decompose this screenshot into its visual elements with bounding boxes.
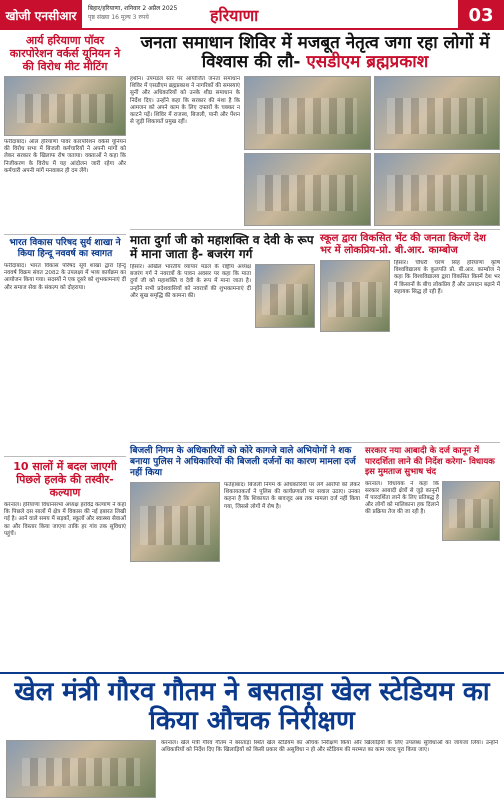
edition-info — [88, 4, 177, 22]
page-number: 03 — [458, 0, 504, 30]
story-headline: बिजली निगम के अधिकारियों को कोरे कागजे वाले अभियोगों ने शक बनाया पुलिस ने अधिकारियों की बिजली दर्जनों का कारण मामला दर्ज नहीं किया — [130, 446, 356, 478]
lead-photo — [244, 153, 371, 227]
story-body: फतेहाबाद। बिजली निगम के अधिकारियों पर लगे आरोपों को लेकर शिकायतकर्ता ने पुलिस की कार्यप्रणाली पर सवाल उठाए। उनका कहना है कि शिकायत के बावजूद अब तक मामला दर्ज नहीं किया गया, जिससे लोगों में रोष है। — [224, 482, 360, 510]
story-body: फरीदाबाद। ऑल हरियाणा पावर कारपोरेशन वर्कर्स यूनियन की विरोध सभा में बिजली कर्मचारियों ने अपनी मांगों को लेकर सरकार के खिलाफ रोष जताया। वक्ताओं ने कहा कि निजीकरण के विरोध में यह आंदोलन जारी रहेगा और कर्मचारी अपनी मांगें मनवाकर ही दम लेंगे। — [4, 139, 126, 174]
lead-photo — [374, 153, 501, 227]
lead-story — [130, 34, 500, 226]
story-kalyan — [4, 460, 126, 682]
story-photo — [6, 740, 156, 798]
story-sports-minister — [0, 672, 504, 800]
lead-headline — [130, 34, 500, 72]
story-abadi — [365, 446, 500, 686]
lead-body: हथीन। उपमंडल स्तर पर आयोजित जनता समाधान शिविर में एसडीएम ब्रह्मप्रकाश ने नागरिकों की समस्याएं सुनीं और अधिकारियों को उनके शीघ्र समाधान के निर्देश दिए। उन्होंने कहा कि सरकार की मंशा है कि आमजन को अपने काम के लिए दफ्तरों के चक्कर न काटने पड़ें। शिविर में राजस्व, बिजली, पानी और पेंशन से जुड़ी शिकायतें प्रमुख रहीं। — [130, 76, 240, 126]
story-photo — [4, 76, 126, 136]
story-durga — [130, 233, 315, 439]
story-headline: माता दुर्गा जी को महाशक्ति व देवी के रूप में माना जाता है- बजरंग गर्ग — [130, 233, 314, 261]
masthead — [0, 0, 504, 30]
story-body: हिसार। चौधरी चरण सिंह हरियाणा कृषि विश्वविद्यालय के कुलपति प्रो. बी.आर. काम्बोज ने कहा कि विश्वविद्यालय द्वारा विकसित किस्में देश भर में किसानों के बीच लोकप्रिय हैं और उत्पादन बढ़ाने में सहायक सिद्ध हो रही हैं। — [394, 260, 500, 295]
main-area — [130, 34, 500, 670]
story-bharat-vikas — [4, 238, 126, 453]
section-title: हरियाणा — [210, 6, 259, 25]
story-headline: खेल मंत्री गौरव गौतम ने बसताड़ा खेल स्टेडियम का किया औचक निरीक्षण — [14, 677, 490, 736]
story-headline: स्कूल द्वारा विकसित भेंट की जनता किरणें देश भर में लोकप्रिय-प्रो. बी.आर. काम्बोज — [320, 233, 486, 256]
story-photo — [130, 482, 220, 562]
story-photo — [255, 264, 315, 328]
story-headline: आर्य हरियाणा पॉवर कारपोरेशन वर्कर्स यूनियन ने की विरोध मीट मीटिंग — [9, 34, 121, 73]
story-body: करनाल। विधायक ने कहा कि सरकार आबादी क्षेत्रों से जुड़े कानूनों में पारदर्शिता लाने के लिए प्रतिबद्ध है और लोगों को मालिकाना हक दिलाने की प्रक्रिया तेज की जा रही है। — [365, 480, 439, 516]
story-body: करनाल। हरियाणा विधानसभा अध्यक्ष हरविंद्र कल्याण ने कहा कि पिछले दस सालों में क्षेत्र में विकास की नई इबारत लिखी गई है। आने वाले समय में सड़कों, स्कूलों और स्वास्थ्य सेवाओं का और विस्तार किया जाएगा ताकि हर गांव तक सुविधाएं पहुंचें। — [4, 502, 126, 537]
story-headline: 10 सालों में बदल जाएगी पिछले हलके की तस्वीर- कल्याण — [13, 460, 117, 499]
newspaper-logo: खोजी एनसीआर — [0, 0, 82, 30]
story-photo — [442, 481, 500, 541]
story-electricity — [130, 446, 360, 686]
story-headline: सरकार नया आबादी के दर्ज कानून में पारदर्शिता लाने की निर्देश करेगा- विधायक इस मुमताज सुभाष चंद — [365, 446, 495, 477]
story-photo — [320, 260, 390, 332]
lead-photo — [374, 76, 501, 150]
story-power-union — [4, 34, 126, 231]
story-headline: भारत विकास परिषद सुर्य शाखा ने किया हिन्दू नववर्ष का स्वागत — [9, 238, 121, 259]
lead-photo — [244, 76, 371, 150]
story-body: फरीदाबाद। भारत विकास परिषद सूर्य शाखा द्वारा हिन्दू नववर्ष विक्रम संवत 2082 के उपलक्ष्य में भव्य कार्यक्रम का आयोजन किया गया। सदस्यों ने एक दूसरे को शुभकामनाएं दीं और समाज सेवा के संकल्प को दोहराया। — [4, 263, 126, 291]
story-university — [320, 233, 500, 439]
edition-meta: पृष्ठ संख्या 16 मूल्य 3 रुपये — [88, 14, 149, 21]
lead-headline-main: जनता समाधान शिविर में मजबूत नेतृत्व जगा रहा लोगों में विश्वास की लौ- — [140, 33, 490, 72]
story-body: हिसार। अखिल भारतीय व्यापार मंडल के राष्ट्रीय अध्यक्ष बजरंग गर्ग ने नवरात्रों के पावन अवसर पर कहा कि माता दुर्गा जी को महाशक्ति व देवी के रूप में माना जाता है। उन्होंने सभी प्रदेशवासियों को नवरात्रों की शुभकामनाएं दीं और सुख समृद्धि की कामना की। — [130, 264, 251, 299]
story-body: करनाल। खेल मंत्री गौरव गौतम ने बसताड़ा स्थित खेल स्टेडियम का औचक निरीक्षण किया और खिलाड़ियों के लिए उपलब्ध सुविधाओं का जायजा लिया। उन्होंने अधिकारियों को निर्देश दिए कि खिलाड़ियों को किसी प्रकार की असुविधा न हो और स्टेडियम की मरम्मत का काम जल्द पूरा किया जाए। — [161, 740, 498, 754]
lead-headline-name: एसडीएम ब्रह्मप्रकाश — [306, 52, 429, 72]
left-column — [4, 34, 126, 670]
edition-date: बिहार/हरियाणा, शनिवार 2 अप्रैल 2025 — [88, 5, 178, 12]
